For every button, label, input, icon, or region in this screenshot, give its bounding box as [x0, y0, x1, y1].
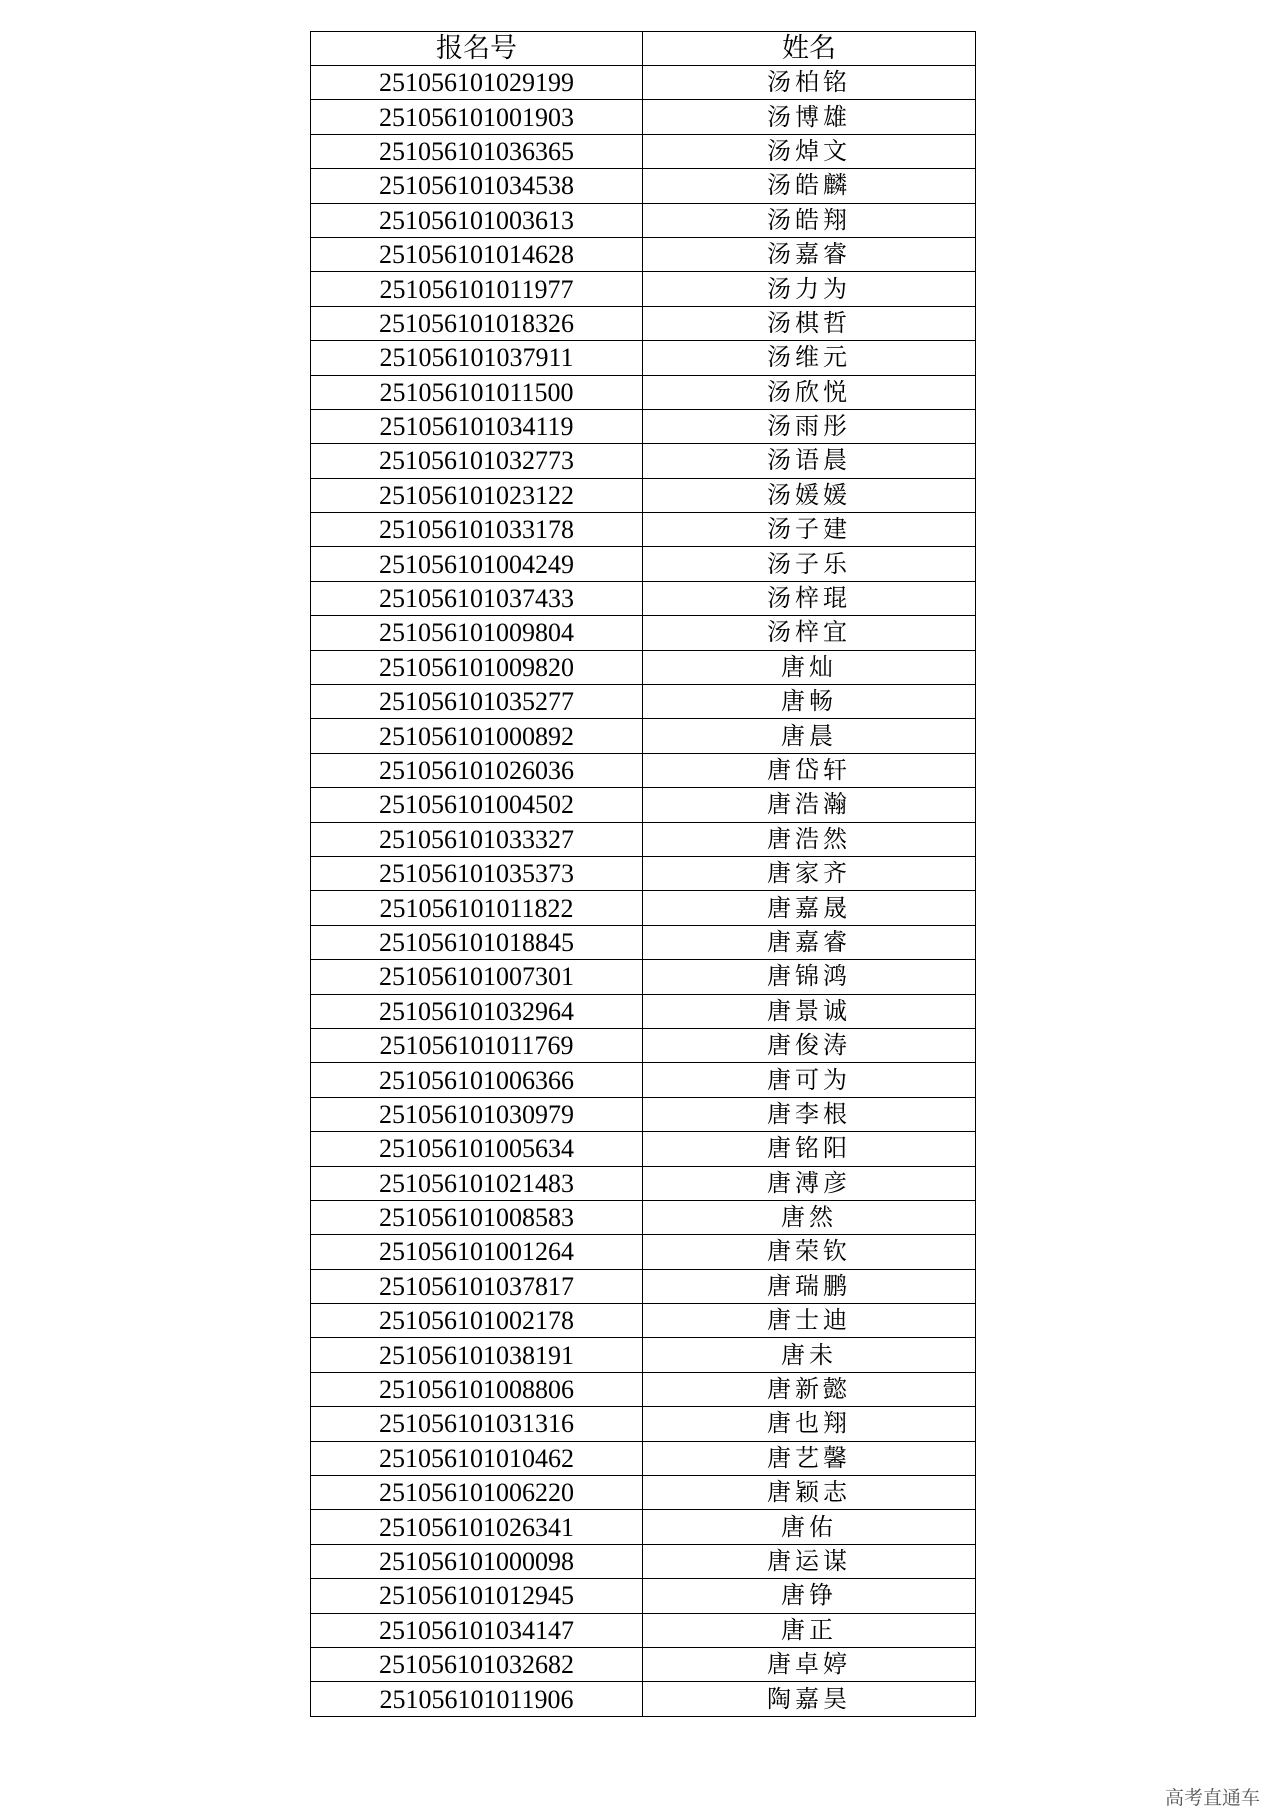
registration-number-cell: 251056101008583	[311, 1200, 643, 1234]
table-row	[311, 1544, 976, 1578]
table-row	[311, 1063, 976, 1097]
name-cell: 唐也翔	[643, 1407, 976, 1441]
registration-number-cell: 251056101009820	[311, 650, 643, 684]
name-cell: 唐铭阳	[643, 1132, 976, 1166]
table-row	[311, 856, 976, 890]
name-cell: 唐畅	[643, 685, 976, 719]
registration-number-cell: 251056101006366	[311, 1063, 643, 1097]
name-cell: 汤皓翔	[643, 203, 976, 237]
table-row	[311, 1476, 976, 1510]
registration-number-cell: 251056101038191	[311, 1338, 643, 1372]
name-cell: 汤欣悦	[643, 375, 976, 409]
table-row	[311, 753, 976, 787]
name-cell: 唐卓婷	[643, 1647, 976, 1681]
table-row	[311, 994, 976, 1028]
header-name: 姓名	[643, 32, 976, 66]
table-row	[311, 1028, 976, 1062]
table-row	[311, 100, 976, 134]
table-row	[311, 169, 976, 203]
registration-number-cell: 251056101033178	[311, 513, 643, 547]
registration-number-cell: 251056101000892	[311, 719, 643, 753]
table-row	[311, 1304, 976, 1338]
name-cell: 汤嘉睿	[643, 237, 976, 271]
registration-number-cell: 251056101034147	[311, 1613, 643, 1647]
registration-number-cell: 251056101026341	[311, 1510, 643, 1544]
name-cell: 汤梓琨	[643, 581, 976, 615]
registration-number-cell: 251056101008806	[311, 1372, 643, 1406]
name-cell: 唐家齐	[643, 856, 976, 890]
name-cell: 唐俊涛	[643, 1028, 976, 1062]
table-row	[311, 66, 976, 100]
name-cell: 唐铮	[643, 1579, 976, 1613]
table-row	[311, 1235, 976, 1269]
registration-number-cell: 251056101036365	[311, 134, 643, 168]
registration-number-cell: 251056101004502	[311, 788, 643, 822]
registration-number-cell: 251056101011906	[311, 1682, 643, 1716]
registration-number-cell: 251056101001903	[311, 100, 643, 134]
registration-number-cell: 251056101006220	[311, 1476, 643, 1510]
name-cell: 唐艺馨	[643, 1441, 976, 1475]
table-row	[311, 1132, 976, 1166]
name-cell: 唐可为	[643, 1063, 976, 1097]
registration-number-cell: 251056101003613	[311, 203, 643, 237]
registration-number-cell: 251056101007301	[311, 960, 643, 994]
name-cell: 唐李根	[643, 1097, 976, 1131]
registration-number-cell: 251056101018845	[311, 925, 643, 959]
table-row	[311, 375, 976, 409]
registration-number-cell: 251056101034119	[311, 409, 643, 443]
table-row	[311, 1613, 976, 1647]
registration-number-cell: 251056101029199	[311, 66, 643, 100]
table-header-row	[311, 32, 976, 66]
registration-number-cell: 251056101011769	[311, 1028, 643, 1062]
table-row	[311, 1166, 976, 1200]
registration-number-cell: 251056101032964	[311, 994, 643, 1028]
name-cell: 汤皓麟	[643, 169, 976, 203]
registration-number-cell: 251056101032773	[311, 444, 643, 478]
registration-number-cell: 251056101018326	[311, 306, 643, 340]
registration-number-cell: 251056101002178	[311, 1304, 643, 1338]
registration-number-cell: 251056101030979	[311, 1097, 643, 1131]
registration-number-cell: 251056101026036	[311, 753, 643, 787]
table-row	[311, 1097, 976, 1131]
table-row	[311, 788, 976, 822]
name-cell: 唐颖志	[643, 1476, 976, 1510]
name-cell: 汤柏铭	[643, 66, 976, 100]
registration-number-cell: 251056101021483	[311, 1166, 643, 1200]
table-row	[311, 237, 976, 271]
registration-number-cell: 251056101012945	[311, 1579, 643, 1613]
name-cell: 唐岱轩	[643, 753, 976, 787]
table-row	[311, 478, 976, 512]
name-cell: 汤语晨	[643, 444, 976, 478]
table-row	[311, 444, 976, 478]
table-row	[311, 306, 976, 340]
name-cell: 唐溥彦	[643, 1166, 976, 1200]
table-row	[311, 685, 976, 719]
name-cell: 唐嘉晟	[643, 891, 976, 925]
registration-number-cell: 251056101010462	[311, 1441, 643, 1475]
table-row	[311, 513, 976, 547]
table-row	[311, 134, 976, 168]
registration-number-cell: 251056101037911	[311, 341, 643, 375]
name-cell: 唐正	[643, 1613, 976, 1647]
name-cell: 汤子乐	[643, 547, 976, 581]
table-row	[311, 616, 976, 650]
name-cell: 唐新懿	[643, 1372, 976, 1406]
registration-number-cell: 251056101035373	[311, 856, 643, 890]
name-cell: 唐运谋	[643, 1544, 976, 1578]
roster-sheet	[310, 31, 975, 1717]
registration-number-cell: 251056101014628	[311, 237, 643, 271]
registration-number-cell: 251056101011977	[311, 272, 643, 306]
registration-number-cell: 251056101005634	[311, 1132, 643, 1166]
table-row	[311, 272, 976, 306]
name-cell: 唐浩瀚	[643, 788, 976, 822]
name-cell: 汤焯文	[643, 134, 976, 168]
table-row	[311, 581, 976, 615]
registration-number-cell: 251056101001264	[311, 1235, 643, 1269]
name-cell: 汤雨彤	[643, 409, 976, 443]
registration-number-cell: 251056101031316	[311, 1407, 643, 1441]
name-cell: 唐未	[643, 1338, 976, 1372]
name-cell: 汤梓宜	[643, 616, 976, 650]
registration-number-cell: 251056101037817	[311, 1269, 643, 1303]
roster-table	[310, 31, 976, 1717]
table-row	[311, 719, 976, 753]
registration-number-cell: 251056101000098	[311, 1544, 643, 1578]
table-row	[311, 203, 976, 237]
table-row	[311, 1682, 976, 1716]
name-cell: 唐灿	[643, 650, 976, 684]
table-row	[311, 1269, 976, 1303]
name-cell: 汤子建	[643, 513, 976, 547]
table-row	[311, 547, 976, 581]
registration-number-cell: 251056101034538	[311, 169, 643, 203]
name-cell: 汤维元	[643, 341, 976, 375]
name-cell: 汤媛媛	[643, 478, 976, 512]
table-row	[311, 1338, 976, 1372]
table-row	[311, 925, 976, 959]
table-row	[311, 960, 976, 994]
registration-number-cell: 251056101011822	[311, 891, 643, 925]
name-cell: 汤博雄	[643, 100, 976, 134]
table-row	[311, 822, 976, 856]
name-cell: 陶嘉昊	[643, 1682, 976, 1716]
table-row	[311, 1407, 976, 1441]
registration-number-cell: 251056101011500	[311, 375, 643, 409]
name-cell: 唐晨	[643, 719, 976, 753]
name-cell: 唐然	[643, 1200, 976, 1234]
name-cell: 唐瑞鹏	[643, 1269, 976, 1303]
name-cell: 唐景诚	[643, 994, 976, 1028]
table-row	[311, 650, 976, 684]
table-body	[311, 66, 976, 1717]
registration-number-cell: 251056101004249	[311, 547, 643, 581]
name-cell: 唐荣钦	[643, 1235, 976, 1269]
name-cell: 汤棋哲	[643, 306, 976, 340]
registration-number-cell: 251056101033327	[311, 822, 643, 856]
table-row	[311, 891, 976, 925]
name-cell: 唐佑	[643, 1510, 976, 1544]
table-row	[311, 1579, 976, 1613]
registration-number-cell: 251056101037433	[311, 581, 643, 615]
registration-number-cell: 251056101032682	[311, 1647, 643, 1681]
table-row	[311, 1200, 976, 1234]
name-cell: 唐士迪	[643, 1304, 976, 1338]
registration-number-cell: 251056101035277	[311, 685, 643, 719]
registration-number-cell: 251056101009804	[311, 616, 643, 650]
name-cell: 汤力为	[643, 272, 976, 306]
table-row	[311, 409, 976, 443]
name-cell: 唐锦鸿	[643, 960, 976, 994]
header-registration-number: 报名号	[311, 32, 643, 66]
table-row	[311, 1441, 976, 1475]
table-row	[311, 1510, 976, 1544]
registration-number-cell: 251056101023122	[311, 478, 643, 512]
name-cell: 唐浩然	[643, 822, 976, 856]
watermark-text: 高考直通车	[1164, 1787, 1260, 1809]
name-cell: 唐嘉睿	[643, 925, 976, 959]
table-row	[311, 1647, 976, 1681]
table-row	[311, 341, 976, 375]
table-row	[311, 1372, 976, 1406]
